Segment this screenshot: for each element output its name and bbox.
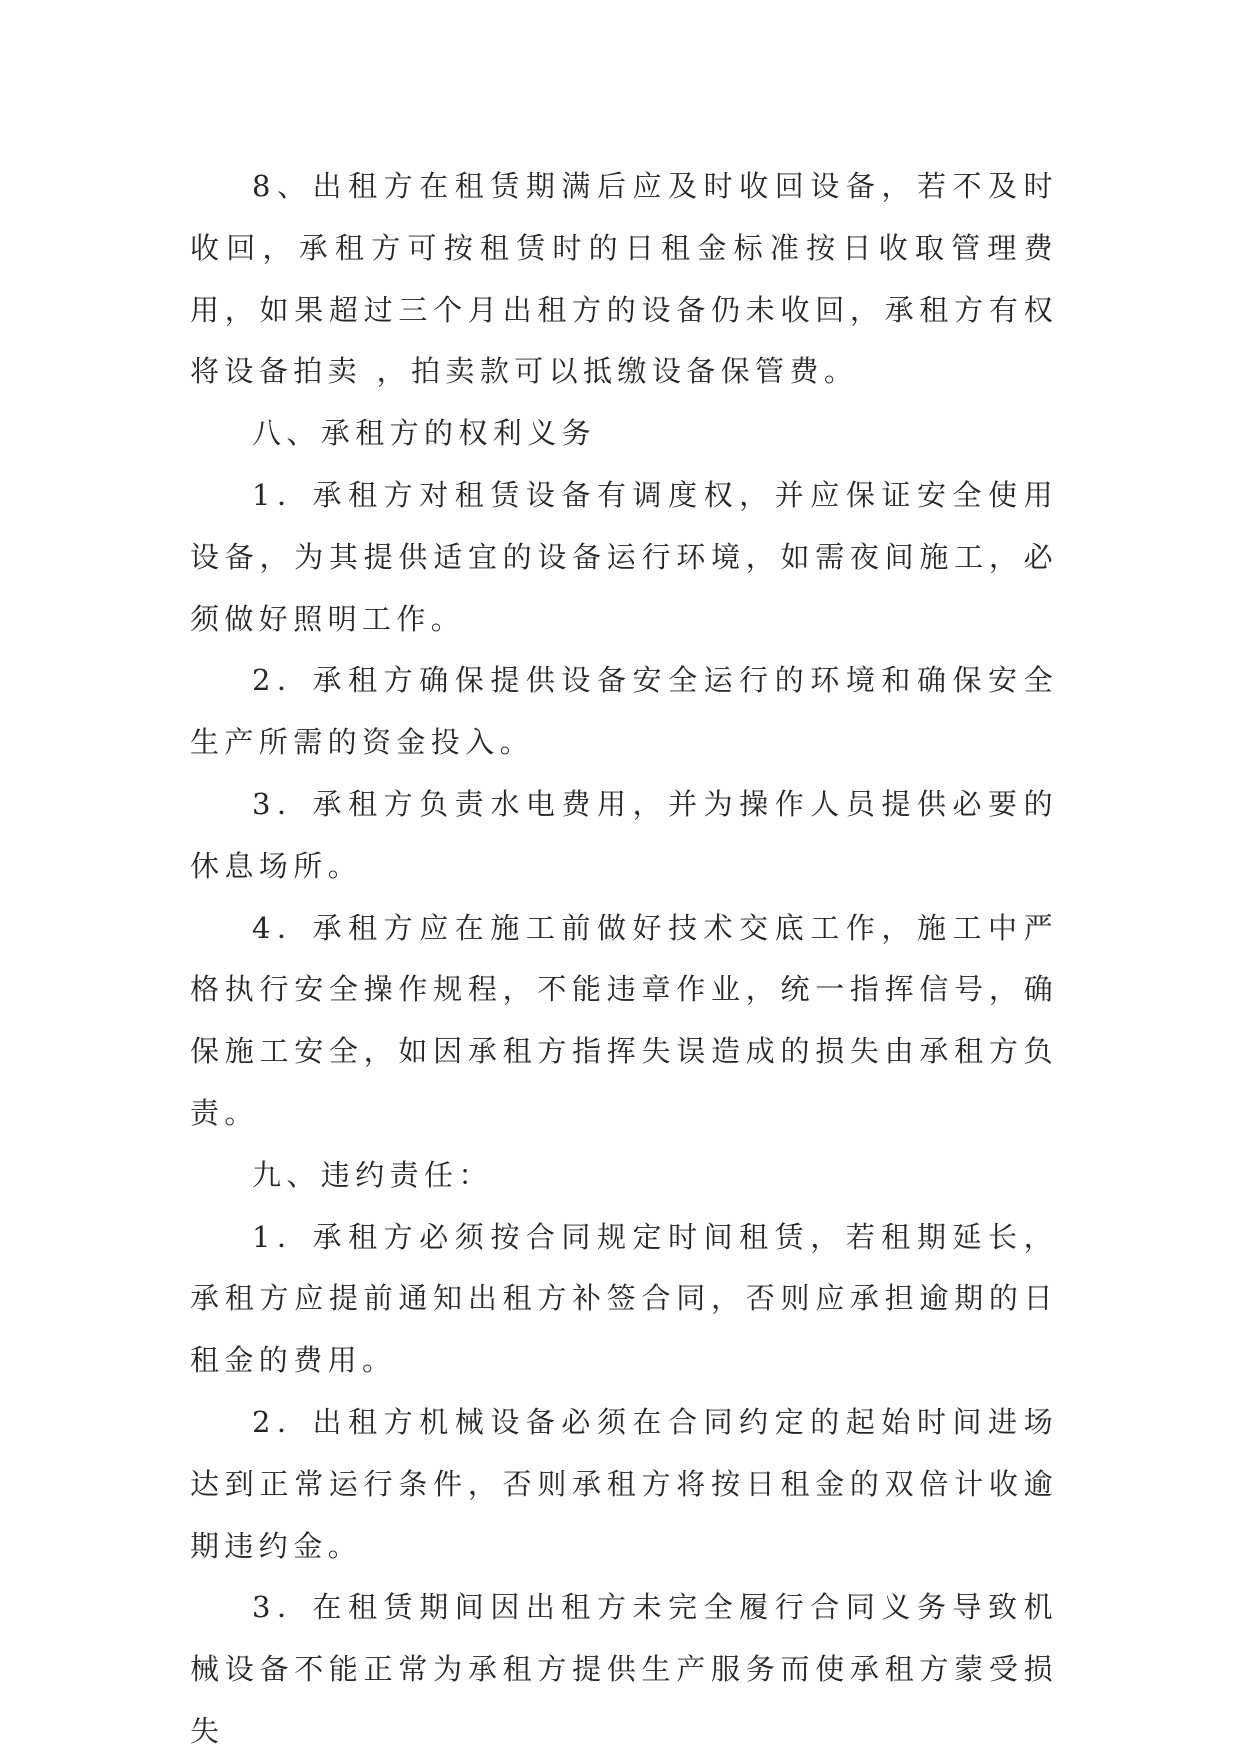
clause-8-equipment-recovery: 8、出租方在租赁期满后应及时收回设备，若不及时收回，承租方可按租赁时的日租金标准按日收取管理费用，如果超过三个月出租方的设备仍未收回，承租方有权将设备拍卖 ，拍卖款可以抵缴设备保管费。: [190, 169, 1058, 389]
clause-liability-1: 1．承租方必须按合同规定时间租赁，若租期延长，承租方应提前通知出租方补签合同，否则应承担逾期的日租金的费用。: [190, 1219, 1058, 1378]
clause-lessee-3: 3．承租方负责水电费用，并为操作人员提供必要的休息场所。: [190, 786, 1058, 883]
clause-liability-3: 3．在租赁期间因出租方未完全履行合同义务导致机械设备不能正常为承租方提供生产服务而使承租方蒙受损失: [190, 1590, 1058, 1748]
section-heading-liability: 九、违约责任：: [252, 1157, 493, 1192]
clause-lessee-2: 2．承租方确保提供设备安全运行的环境和确保安全生产所需的资金投入。: [190, 663, 1058, 760]
document-body: [190, 156, 1058, 1763]
clause-lessee-4: 4．承租方应在施工前做好技术交底工作，施工中严格执行安全操作规程，不能违章作业，统一指挥信号，确保施工安全，如因承租方指挥失误造成的损失由承租方负责。: [190, 910, 1058, 1130]
section-heading-lessee-rights: 八、承租方的权利义务: [252, 416, 597, 451]
clause-liability-2: 2．出租方机械设备必须在合同约定的起始时间进场达到正常运行条件，否则承租方将按日租金的双倍计收逾期违约金。: [190, 1404, 1058, 1563]
clause-lessee-1: 1．承租方对租赁设备有调度权，并应保证安全使用设备，为其提供适宜的设备运行环境，如需夜间施工，必须做好照明工作。: [190, 477, 1058, 636]
